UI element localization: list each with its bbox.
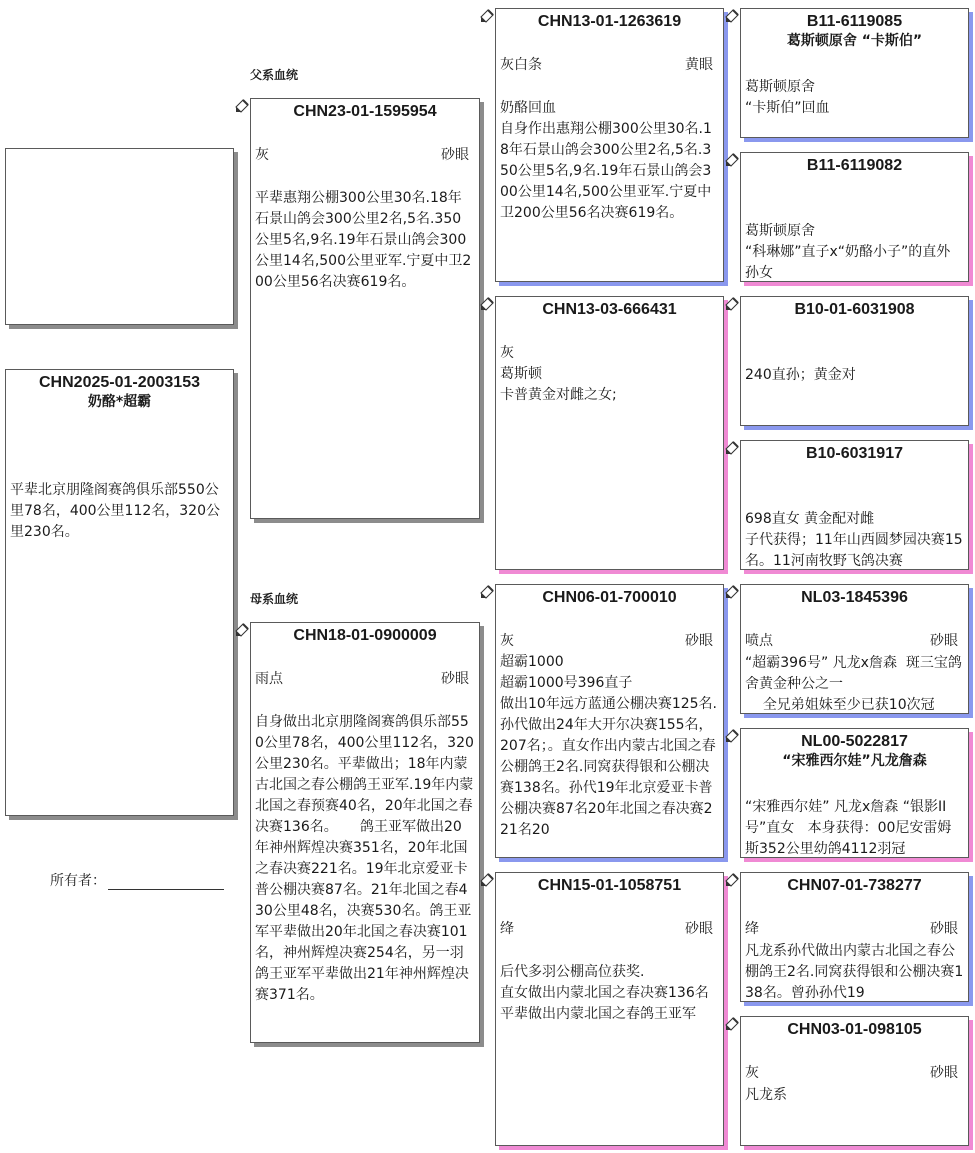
- sire-dam-notes: 灰 葛斯顿 卡普黄金对雌之女;: [500, 345, 617, 403]
- edit-pencil-icon[interactable]: [479, 296, 495, 312]
- ddd-notes: 凡龙系: [745, 1087, 787, 1103]
- dss-color: 喷点: [745, 633, 773, 649]
- ddd-color: 灰: [745, 1065, 759, 1081]
- sire-color: 灰: [255, 147, 269, 163]
- sds-notes: 240直孙；黄金对: [745, 367, 856, 383]
- sss-notes: 葛斯顿原舍 “卡斯伯”回血: [745, 79, 830, 116]
- subject-ring: CHN2025-01-2003153: [39, 374, 200, 391]
- dam-dam-eye: 砂眼: [685, 921, 713, 937]
- photo-box[interactable]: [5, 148, 234, 325]
- sire-dam-card[interactable]: [495, 296, 724, 570]
- owner-line[interactable]: [108, 875, 224, 890]
- dsd-card[interactable]: [740, 728, 969, 858]
- sdd-ring: B10-6031917: [806, 445, 903, 462]
- edit-pencil-icon[interactable]: [234, 622, 250, 638]
- dsd-name: “宋雅西尔娃”凡龙詹森: [782, 753, 927, 769]
- sds-card[interactable]: [740, 296, 969, 426]
- sire-notes: 平辈惠翔公棚300公里30名.18年石景山鸽会300公里2名,5名.350公里5名,9名.19年石景山鸽会300公里14名,500公里亚军.宁夏中卫200公里56名决赛619名。: [255, 190, 472, 290]
- dam-eye: 砂眼: [441, 671, 469, 687]
- dss-ring: NL03-1845396: [801, 589, 908, 606]
- dam-sire-color: 灰: [500, 633, 514, 649]
- sire-card[interactable]: [250, 98, 480, 519]
- edit-pencil-icon[interactable]: [724, 584, 740, 600]
- dss-traits: [745, 631, 958, 651]
- dam-card[interactable]: [250, 622, 480, 1043]
- ddd-ring: CHN03-01-098105: [787, 1021, 922, 1038]
- sss-name: 葛斯顿原舍 “卡斯伯”: [786, 33, 923, 49]
- dss-notes: “超霸396号” 凡龙x詹森 斑三宝鸽舍黄金种公之一 全兄弟姐妹至少已获10次冠: [745, 655, 962, 713]
- dam-dam-notes: 后代多羽公棚高位获奖. 直女做出内蒙北国之春决赛136名 平辈做出内蒙北国之春鸽王亚军: [500, 964, 709, 1022]
- dds-ring: CHN07-01-738277: [787, 877, 922, 894]
- maternal-label: 母系血统: [250, 592, 299, 606]
- sire-traits: [255, 145, 469, 165]
- sire-eye: 砂眼: [441, 147, 469, 163]
- dam-sire-eye: 砂眼: [685, 633, 713, 649]
- dam-sire-card[interactable]: [495, 584, 724, 858]
- sire-sire-traits: [500, 55, 713, 75]
- ddd-traits: [745, 1063, 958, 1083]
- owner-field[interactable]: [50, 870, 224, 890]
- ssd-card[interactable]: [740, 152, 969, 282]
- dds-eye: 砂眼: [930, 921, 958, 937]
- edit-pencil-icon[interactable]: [724, 152, 740, 168]
- edit-pencil-icon[interactable]: [724, 8, 740, 24]
- edit-pencil-icon[interactable]: [479, 8, 495, 24]
- edit-pencil-icon[interactable]: [234, 98, 250, 114]
- dam-color: 雨点: [255, 671, 283, 687]
- paternal-label: 父系血统: [250, 68, 299, 82]
- sds-ring: B10-01-6031908: [794, 301, 915, 318]
- dds-color: 绛: [745, 921, 759, 937]
- dds-traits: [745, 919, 958, 939]
- sss-ring: B11-6119085: [806, 13, 903, 30]
- sire-sire-ring: CHN13-01-1263619: [537, 13, 682, 30]
- dam-dam-traits: [500, 919, 713, 939]
- dam-ring: CHN18-01-0900009: [293, 627, 437, 644]
- dam-dam-card[interactable]: [495, 872, 724, 1146]
- sss-card[interactable]: [740, 8, 969, 138]
- dsd-notes: “宋雅西尔娃” 凡龙x詹森 “银影II号”直女 本身获得：00尼安雷姆斯352公里幼鸽4112羽冠: [745, 799, 952, 857]
- subject-notes: 平辈北京朋隆阁赛鸽俱乐部550公里78名，400公里112名，320公里230名。: [10, 482, 220, 540]
- edit-pencil-icon[interactable]: [724, 728, 740, 744]
- subject-name: 奶酪*超霸: [87, 394, 152, 410]
- owner-label: 所有者：: [50, 873, 106, 889]
- ssd-ring: B11-6119082: [806, 157, 903, 174]
- sire-sire-color: 灰白条: [500, 57, 542, 73]
- sire-dam-ring: CHN13-03-666431: [542, 301, 677, 318]
- subject-card[interactable]: [5, 369, 234, 816]
- dss-card[interactable]: [740, 584, 969, 714]
- dam-sire-notes: 超霸1000 超霸1000号396直子 做出10年远方蓝通公棚决赛125名. 孙代做出24年大开尔决赛155名，207名；。直女作出内蒙古北国之春公棚鸽王2名.同窝获得银和公棚决赛138名。孙代19年北京爱亚卡普公棚决赛87名20年北国之春决赛221名20: [500, 654, 717, 838]
- ssd-notes: 葛斯顿原舍 “科琳娜”直子x“奶酪小子”的直外孙女: [745, 223, 951, 281]
- edit-pencil-icon[interactable]: [724, 872, 740, 888]
- sire-sire-notes: 奶酪回血 自身作出惠翔公棚300公里30名.18年石景山鸽会300公里2名,5名.350公里5名,9名.19年石景山鸽会300公里14名,500公里亚军.宁夏中卫200公里56名决赛619名。: [500, 100, 712, 221]
- ddd-eye: 砂眼: [930, 1065, 958, 1081]
- dds-notes: 凡龙系孙代做出内蒙古北国之春公棚鸽王2名.同窝获得银和公棚决赛138名。曾孙孙代19: [745, 943, 964, 1001]
- sire-sire-eye: 黄眼: [685, 57, 713, 73]
- dam-dam-color: 绛: [500, 921, 514, 937]
- dam-notes: 自身做出北京朋隆阁赛鸽俱乐部550公里78名，400公里112名，320公里230名。平辈做出；18年内蒙古北国之春公棚鸽王亚军.19年内蒙北国之春预赛40名，20年北国之春决赛136名。 鸽王亚军做出20年神州辉煌决赛351名，20年北国之春决赛221名。19年北京爱亚卡普公棚决赛87名。21年北国之春430公里48名，决赛530名。鸽王亚军平辈做出20年北国之春决赛101名，神州辉煌决赛254名，另一羽鸽王亚军平辈做出21年神州辉煌决赛371名。: [255, 714, 474, 1003]
- sdd-notes: 698直女 黄金配对雌 子代获得；11年山西圆梦园决赛15名。11河南牧野飞鸽决赛: [745, 511, 963, 569]
- edit-pencil-icon[interactable]: [724, 440, 740, 456]
- dds-card[interactable]: [740, 872, 969, 1002]
- ddd-card[interactable]: [740, 1016, 969, 1146]
- edit-pencil-icon[interactable]: [479, 584, 495, 600]
- dss-eye: 砂眼: [930, 633, 958, 649]
- sire-ring: CHN23-01-1595954: [293, 103, 437, 120]
- dam-sire-traits: [500, 631, 713, 651]
- dsd-ring: NL00-5022817: [801, 733, 908, 750]
- edit-pencil-icon[interactable]: [724, 296, 740, 312]
- dam-sire-ring: CHN06-01-700010: [542, 589, 677, 606]
- edit-pencil-icon[interactable]: [479, 872, 495, 888]
- dam-dam-ring: CHN15-01-1058751: [537, 877, 682, 894]
- sire-sire-card[interactable]: [495, 8, 724, 282]
- sdd-card[interactable]: [740, 440, 969, 570]
- edit-pencil-icon[interactable]: [724, 1016, 740, 1032]
- dam-traits: [255, 669, 469, 689]
